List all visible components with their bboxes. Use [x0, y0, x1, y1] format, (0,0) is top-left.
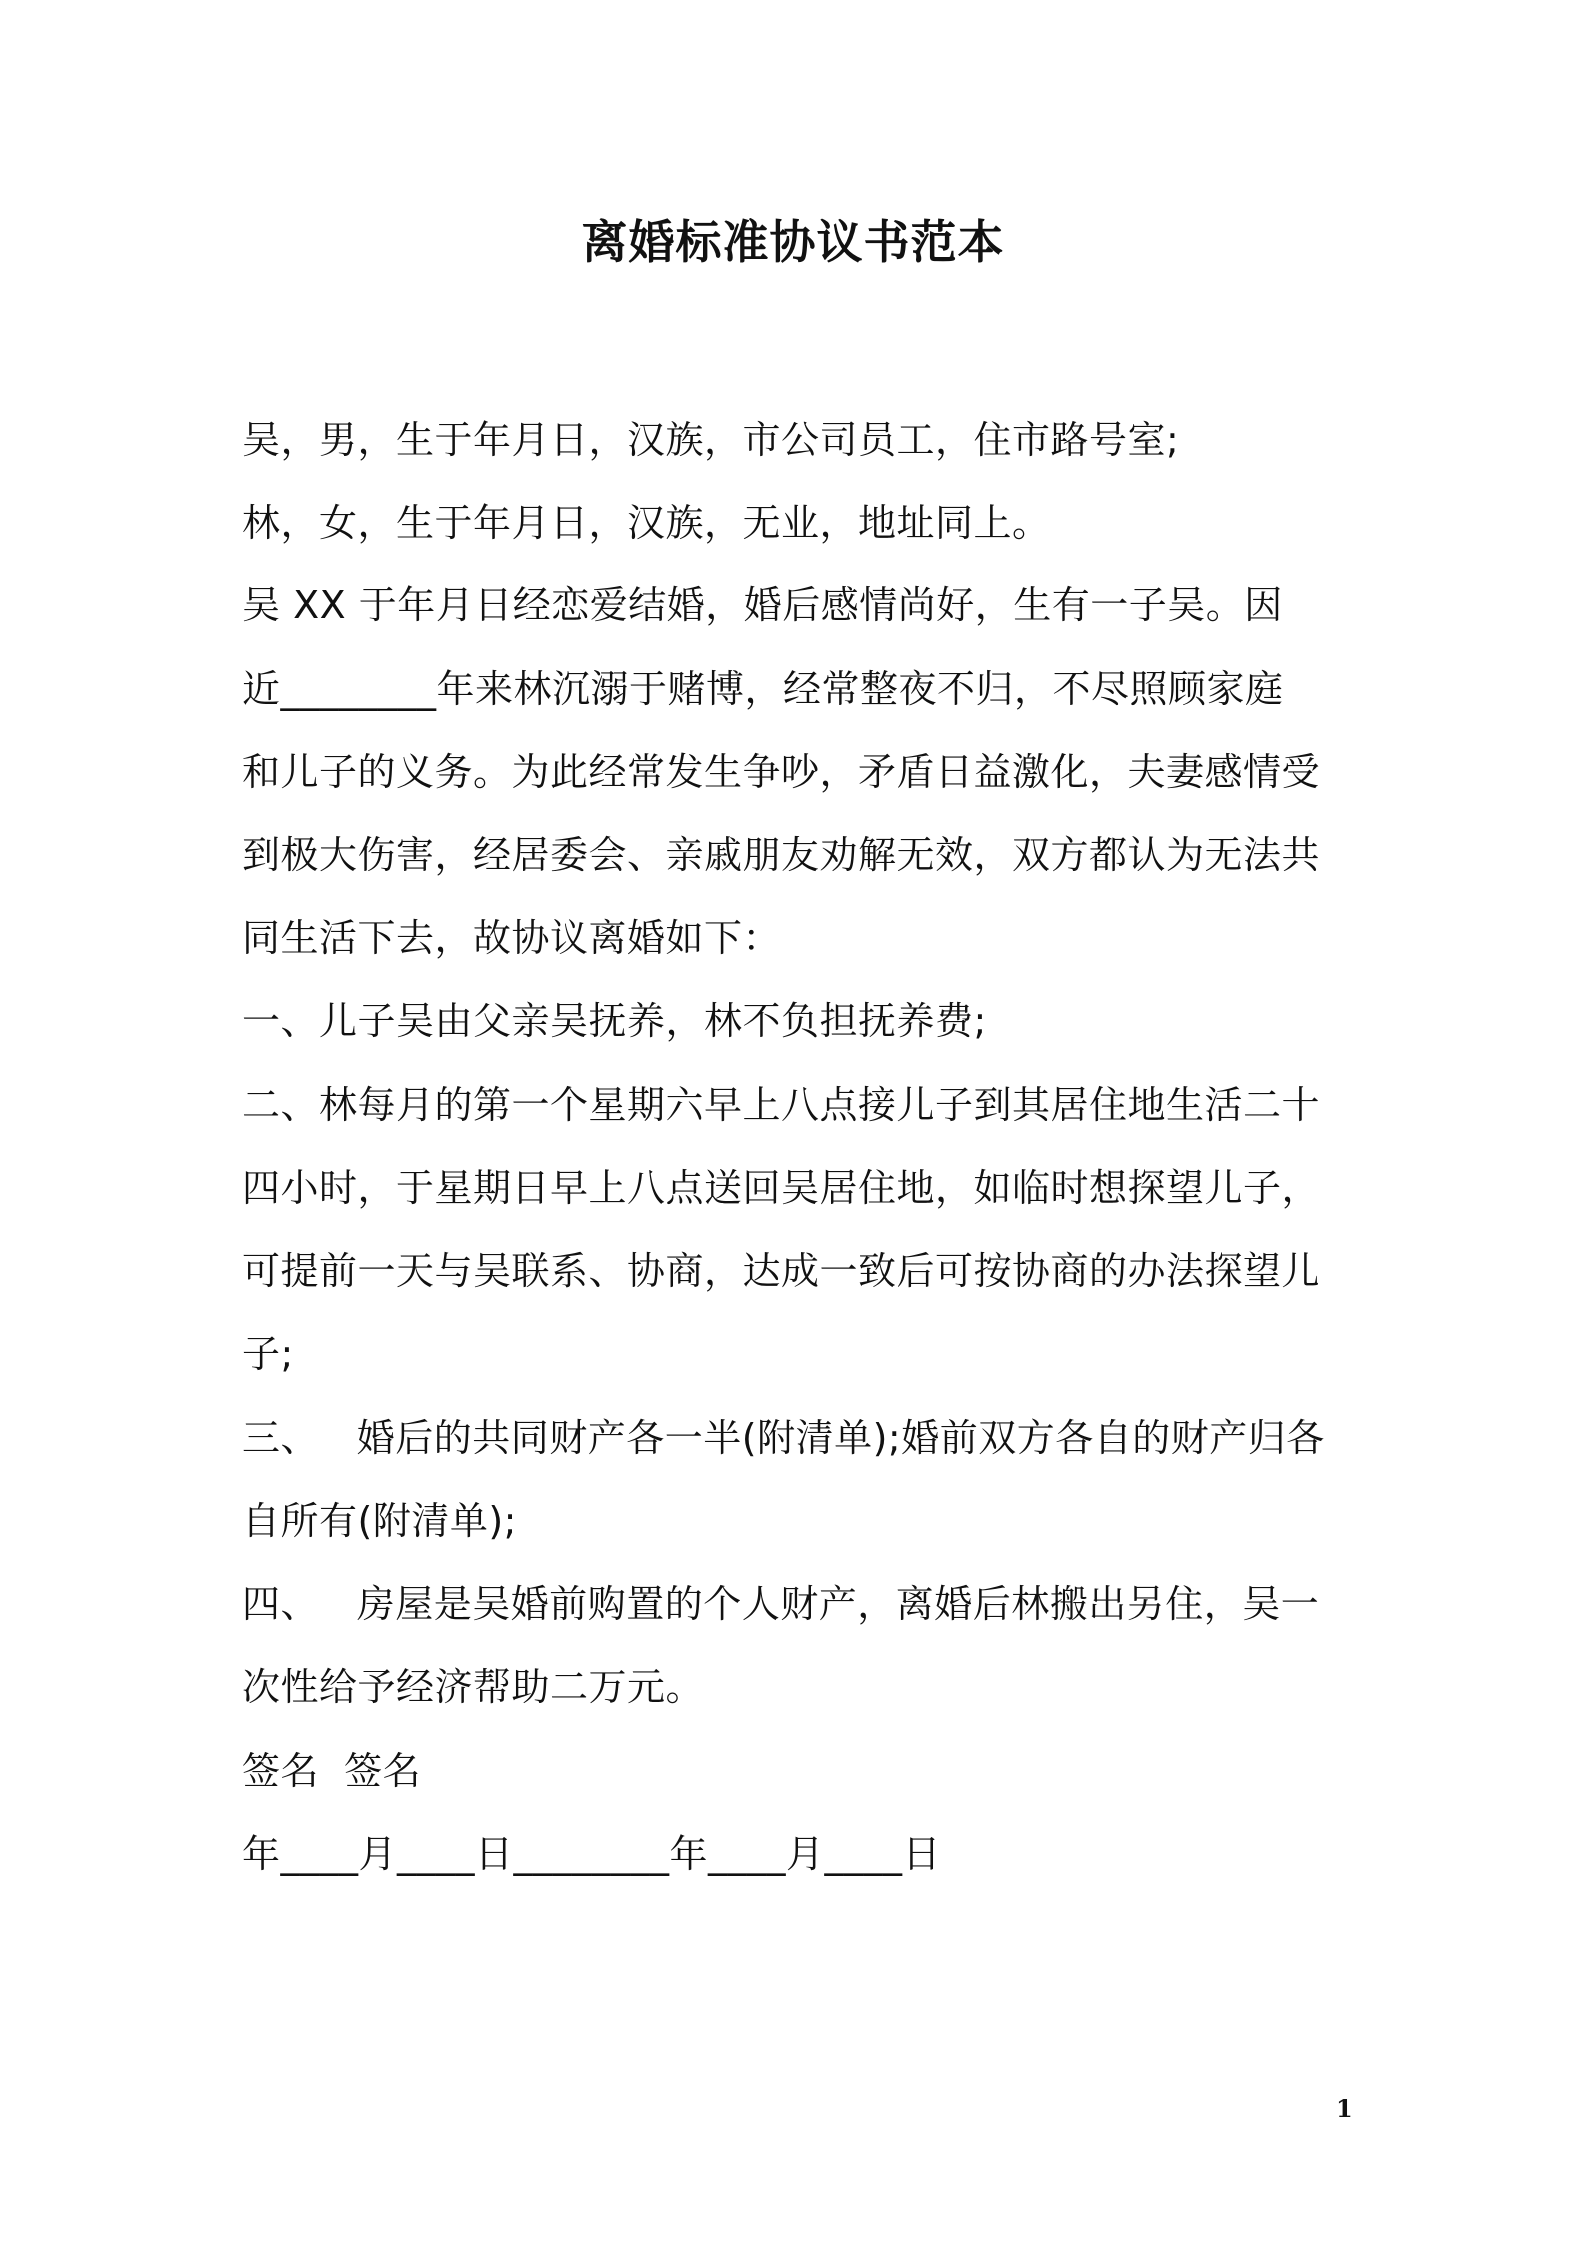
- paragraph-line: 和儿子的义务。为此经常发生争吵，矛盾日益激化，夫妻感情受: [242, 750, 1321, 794]
- paragraph-line: 到极大伤害，经居委会、亲戚朋友劝解无效，双方都认为无法共: [242, 833, 1321, 877]
- signature-line: 签名 签名: [242, 1749, 422, 1793]
- clause-line: 次性给予经济帮助二万元。: [242, 1665, 705, 1709]
- paragraph-line: 同生活下去，故协议离婚如下：: [242, 916, 782, 960]
- clause-line: 二、林每月的第一个星期六早上八点接儿子到其居住地生活二十: [242, 1083, 1321, 1127]
- clause-line: 四小时，于星期日早上八点送回吴居住地，如临时想探望儿子，: [242, 1166, 1321, 1210]
- clause-line: 三、 婚后的共同财产各一半(附清单);婚前双方各自的财产归各: [242, 1416, 1325, 1460]
- paragraph-line: 吴 XX 于年月日经恋爱结婚，婚后感情尚好，生有一子吴。因: [242, 583, 1283, 627]
- paragraph-line: 吴，男，生于年月日，汉族，市公司员工，住市路号室;: [242, 418, 1180, 462]
- document-title: 离婚标准协议书范本: [581, 215, 1005, 269]
- date-line: 年____月____日________年____月____日: [242, 1832, 942, 1876]
- clause-line: 四、 房屋是吴婚前购置的个人财产，离婚后林搬出另住，吴一: [242, 1582, 1320, 1626]
- clause-line: 子;: [242, 1332, 294, 1376]
- page-number: 1: [1336, 2094, 1353, 2123]
- clause-line: 自所有(附清单);: [242, 1499, 517, 1543]
- clause-line: 一、儿子吴由父亲吴抚养，林不负担抚养费;: [242, 999, 987, 1043]
- paragraph-line: 林，女，生于年月日，汉族，无业，地址同上。: [242, 501, 1051, 545]
- paragraph-line: 近________年来林沉溺于赌博，经常整夜不归，不尽照顾家庭: [242, 667, 1284, 711]
- clause-line: 可提前一天与吴联系、协商，达成一致后可按协商的办法探望儿: [242, 1249, 1321, 1293]
